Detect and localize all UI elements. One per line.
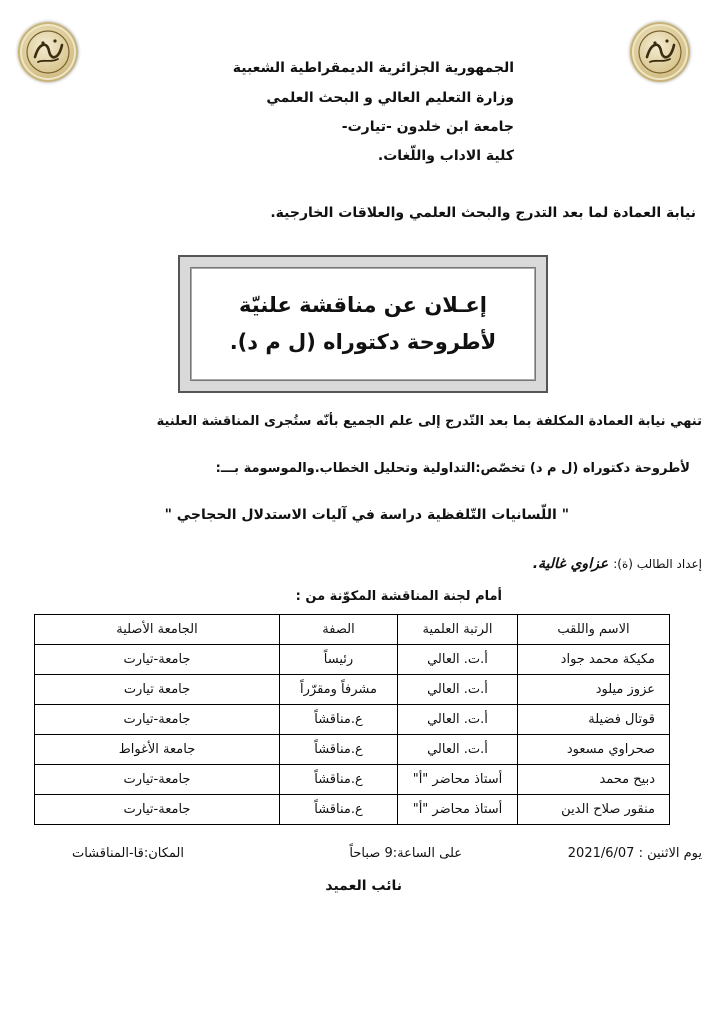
member-university: جامعة تيارت — [35, 675, 280, 705]
committee-table — [34, 614, 670, 825]
member-rank: أستاذ محاضر "أ" — [398, 795, 518, 825]
table-row — [35, 735, 670, 765]
student-line — [533, 553, 702, 572]
announcement-title: إعـلان عن مناقشة علنيّة — [239, 293, 487, 318]
table-row — [35, 795, 670, 825]
member-name: عزوز ميلود — [518, 675, 670, 705]
ministry-title: وزارة التعليم العالي و البحث العلمي — [266, 90, 514, 106]
specialty-paragraph: لأطروحة دكتوراه (ل م د) تخصّص:التداولية وتحليل الخطاب.والموسومة بـــ: — [215, 461, 690, 476]
logo-emblem-icon — [25, 29, 71, 75]
defense-time: على الساعة:9 صباحاً — [349, 846, 462, 861]
deanship-line: نيابة العمادة لما بعد التدرج والبحث العلمي والعلاقات الخارجية. — [270, 205, 696, 221]
member-role: ع.مناقشاً — [280, 705, 398, 735]
university-logo-right — [630, 22, 690, 82]
table-row — [35, 705, 670, 735]
member-name: قوتال فضيلة — [518, 705, 670, 735]
intro-paragraph: تنهي نيابة العمادة المكلفة بما بعد التّدرج إلى علم الجميع بأنّه ستُجرى المناقشة العلنية — [156, 414, 702, 429]
faculty-title: كلية الاداب واللّغات. — [377, 148, 514, 164]
signature-title: نائب العميد — [325, 878, 402, 894]
member-university: جامعة-تيارت — [35, 645, 280, 675]
member-role: مشرفاً ومقرّراً — [280, 675, 398, 705]
column-header-role: الصفة — [280, 615, 398, 645]
defense-place: المكان:قا-المناقشات — [71, 846, 184, 861]
member-role: ع.مناقشاً — [280, 795, 398, 825]
member-role: ع.مناقشاً — [280, 735, 398, 765]
committee-intro: أمام لجنة المناقشة المكوّنة من : — [295, 589, 502, 604]
member-university: جامعة الأغواط — [35, 735, 280, 765]
student-name: عزاوي غالية. — [532, 556, 609, 572]
member-role: ع.مناقشاً — [280, 765, 398, 795]
announcement-subtitle: لأطروحة دكتوراه (ل م د). — [229, 330, 497, 354]
member-university: جامعة-تيارت — [35, 765, 280, 795]
announcement-frame — [178, 255, 548, 393]
logo-emblem-icon — [637, 29, 683, 75]
member-role: رئيساً — [280, 645, 398, 675]
table-row — [35, 645, 670, 675]
member-name: منقور صلاح الدين — [518, 795, 670, 825]
column-header-rank: الرتبة العلمية — [398, 615, 518, 645]
member-rank: أ.ت. العالي — [398, 675, 518, 705]
table-row — [35, 675, 670, 705]
table-row — [35, 765, 670, 795]
member-university: جامعة-تيارت — [35, 795, 280, 825]
member-rank: أ.ت. العالي — [398, 735, 518, 765]
republic-title: الجمهورية الجزائرية الديمقراطية الشعبية — [232, 60, 514, 76]
thesis-title: " اللّسانيات التّلفظية دراسة في آليات الاستدلال الحجاجي " — [164, 507, 569, 523]
university-logo-left — [18, 22, 78, 82]
column-header-name: الاسم واللقب — [518, 615, 670, 645]
member-rank: أ.ت. العالي — [398, 705, 518, 735]
column-header-university: الجامعة الأصلية — [35, 615, 280, 645]
member-name: دبيح محمد — [518, 765, 670, 795]
table-header-row — [35, 615, 670, 645]
member-university: جامعة-تيارت — [35, 705, 280, 735]
member-rank: أ.ت. العالي — [398, 645, 518, 675]
university-title: جامعة ابن خلدون -تيارت- — [341, 119, 514, 135]
member-rank: أستاذ محاضر "أ" — [398, 765, 518, 795]
student-label: إعداد الطالب (ة): — [613, 557, 702, 571]
member-name: صحراوي مسعود — [518, 735, 670, 765]
defense-date: يوم الاثنين : 2021/6/07 — [567, 846, 702, 861]
member-name: مكيكة محمد جواد — [518, 645, 670, 675]
